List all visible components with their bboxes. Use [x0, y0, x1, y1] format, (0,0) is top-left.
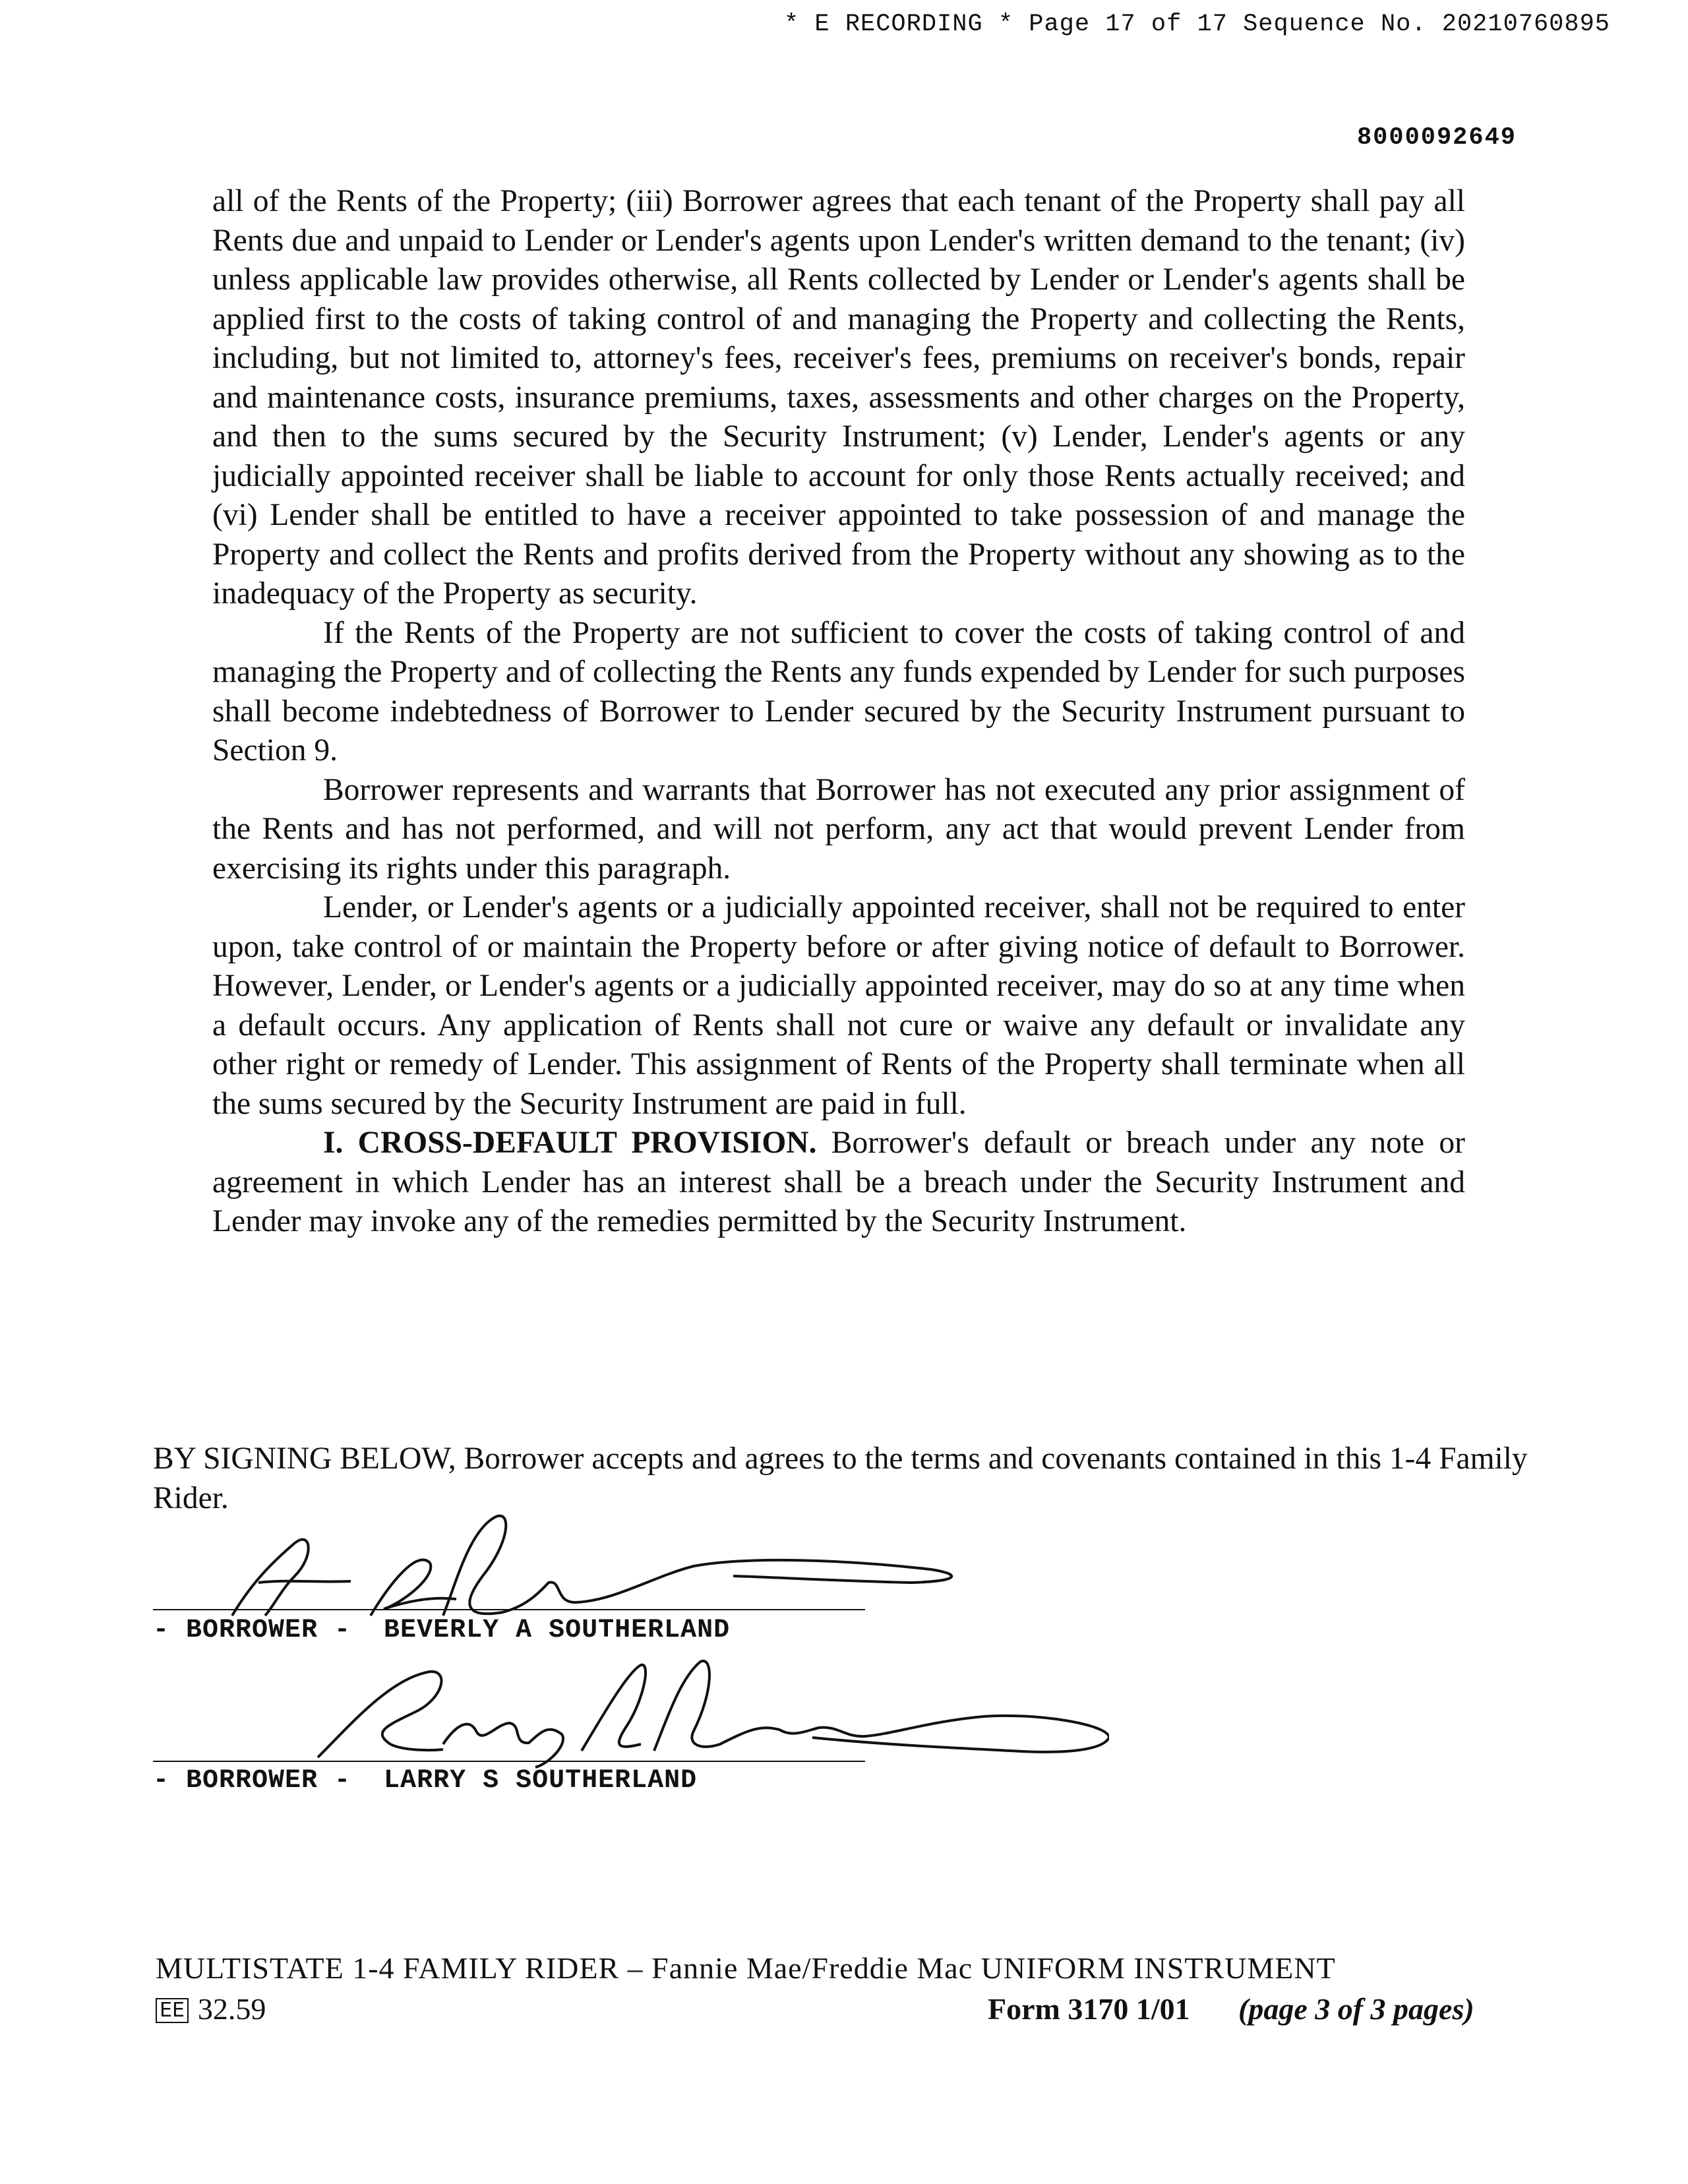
loan-number: 8000092649	[1356, 124, 1517, 152]
form-title: MULTISTATE 1-4 FAMILY RIDER – Fannie Mae/Freddie Mac UNIFORM INSTRUMENT	[156, 1951, 1336, 1985]
form-code	[156, 1991, 266, 2026]
rider-body	[212, 182, 1465, 1242]
borrower-1-signature-block	[153, 1503, 1109, 1649]
form-code-mark-icon: EE	[156, 1998, 189, 2023]
page-info: (page 3 of 3 pages)	[1238, 1992, 1474, 2026]
borrower-1-caption: - BORROWER - BEVERLY A SOUTHERLAND	[153, 1616, 731, 1645]
borrower-warranty-paragraph: Borrower represents and warrants that Borrower has not executed any prior assignment of the Rents and has not performed, and will not perform, any act that would prevent Lender from exercising its rights under this paragraph.	[212, 772, 1465, 886]
signing-statement: BY SIGNING BELOW, Borrower accepts and agrees to the terms and covenants contained in this 1-4 Family Rider.	[153, 1441, 1528, 1515]
cross-default-text: Borrower's default or breach under any note or agreement in which Lender has an interest shall be a breach under the Security Instrument and Lender may invoke any of the remedies permitted by the Security Instrument.	[212, 1126, 1465, 1238]
borrower-2-caption: - BORROWER - LARRY S SOUTHERLAND	[153, 1766, 698, 1796]
borrower-2-signature-block	[153, 1652, 1109, 1797]
form-footer	[156, 1991, 1494, 2031]
form-number: Form 3170 1/01	[988, 1992, 1190, 2026]
cross-default-title: I. CROSS-DEFAULT PROVISION.	[323, 1126, 817, 1160]
cross-default-paragraph	[212, 1124, 1465, 1242]
handwritten-signature-larry	[153, 1652, 1109, 1784]
rents-paragraph: all of the Rents of the Property; (iii) Borrower agrees that each tenant of the Property shall pay all Rents due and unpaid to Lender or Lender's agents upon Lender's written demand to the tenant; (iv) unless applicable law provides otherwise, all Rents collected by Lender or Lender's agents shall be applied first to the costs of taking control of and managing the Property and collecting the Rents, including, but not limited to, attorney's fees, receiver's fees, premiums on receiver's bonds, repair and maintenance costs, insurance premiums, taxes, assessments and other charges on the Property, and then to the sums secured by the Security Instrument; (v) Lender, Lender's agents or any judicially appointed receiver shall be liable to account for only those Rents actually received; and (vi) Lender shall be entitled to have a receiver appointed to take possession of and manage the Property and collect the Rents and profits derived from the Property without any showing as to the inadequacy of the Property as security.	[212, 184, 1465, 611]
form-code-number: 32.59	[197, 1992, 266, 2026]
recording-header: * E RECORDING * Page 17 of 17 Sequence No. 20210760895	[784, 11, 1610, 38]
borrower-1-signature-line	[153, 1609, 865, 1610]
borrower-2-signature-line	[153, 1761, 865, 1762]
insufficient-rents-paragraph: If the Rents of the Property are not sufficient to cover the costs of taking control of and managing the Property and of collecting the Rents any funds expended by Lender for such purposes shall become indebtedness of Borrower to Lender secured by the Security Instrument pursuant to Section 9.	[212, 615, 1465, 768]
lender-receiver-paragraph: Lender, or Lender's agents or a judicially appointed receiver, shall not be required to enter upon, take control of or maintain the Property before or after giving notice of default to Borrower. However, Lender, or Lender's agents or a judicially appointed receiver, may do so at any time when a default occurs. Any application of Rents shall not cure or waive any default or invalidate any other right or remedy of Lender. This assignment of Rents of the Property shall terminate when all the sums secured by the Security Instrument are paid in full.	[212, 890, 1465, 1121]
